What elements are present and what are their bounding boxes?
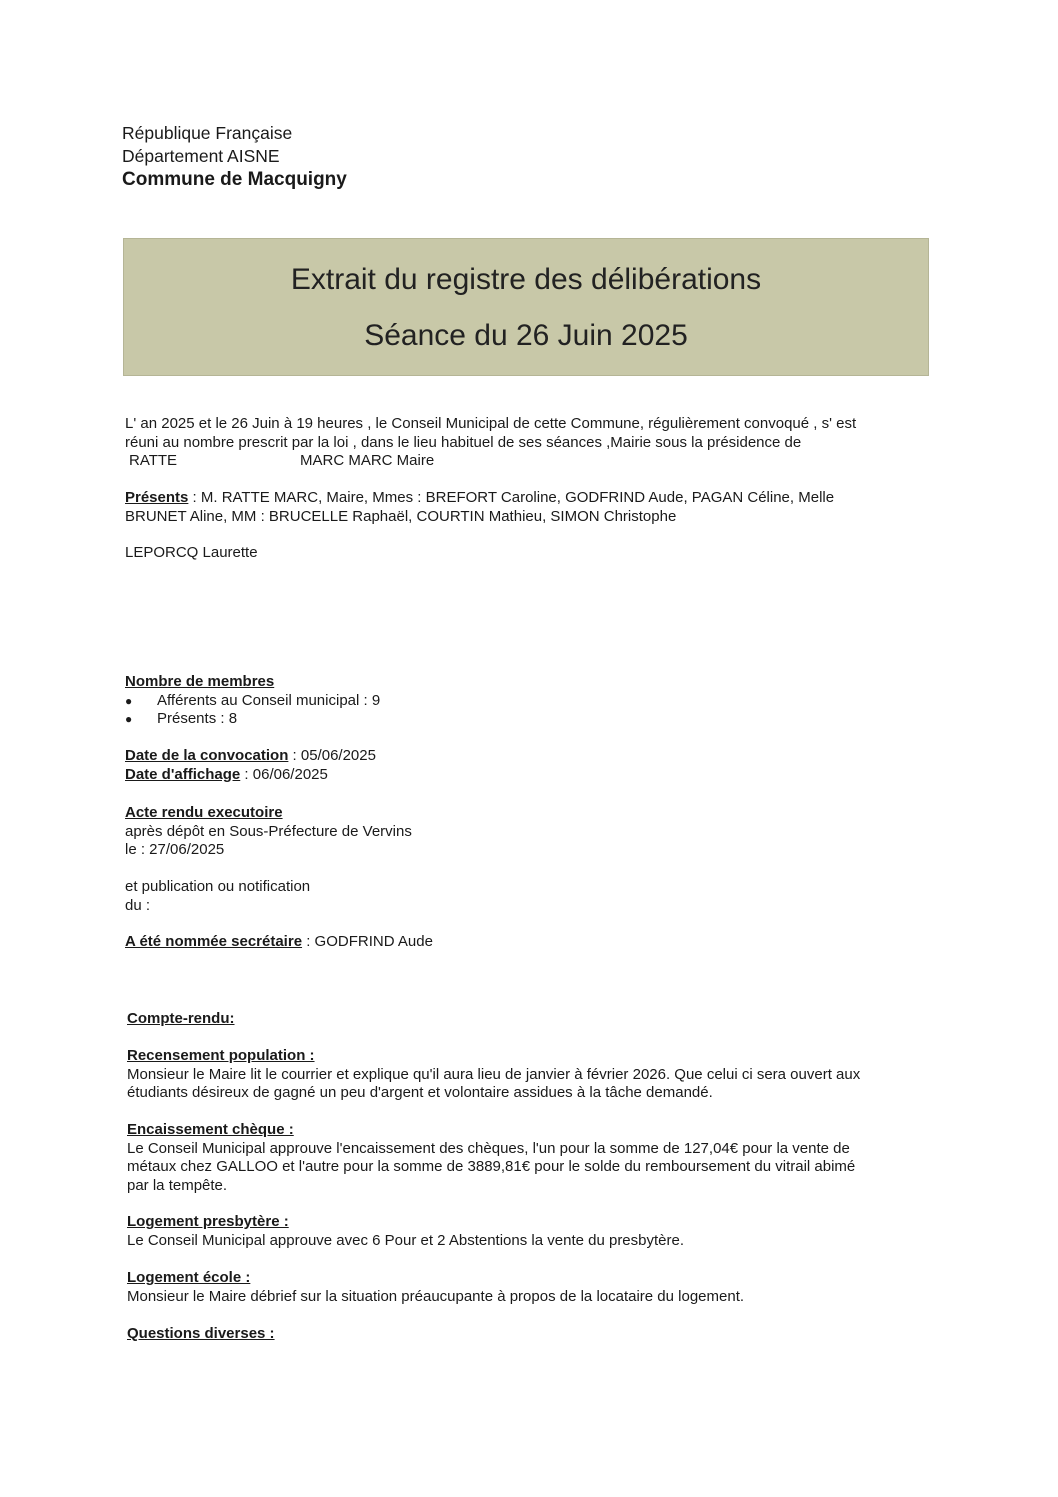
acte-date: le : 27/06/2025 <box>125 841 225 859</box>
section-recensement <box>127 1047 927 1103</box>
president-title: MARC MARC Maire <box>300 452 435 470</box>
presents-line <box>125 489 925 508</box>
section-presbytere <box>127 1213 927 1250</box>
bullet-icon: ● <box>125 693 133 708</box>
secretaire-label: A été nommée secrétaire <box>125 933 303 950</box>
affichage-label: Date d'affichage <box>125 765 241 783</box>
bullet-icon: ● <box>125 712 133 727</box>
presents-line: BRUNET Aline, MM : BRUCELLE Raphaël, COURTIN Mathieu, SIMON Christophe <box>125 507 677 525</box>
members-afferents: Afférents au Conseil municipal : 9 <box>157 691 381 709</box>
page-title: Extrait du registre des délibérations <box>290 263 762 296</box>
section-line: par la tempête. <box>127 1176 228 1194</box>
section-title: Encaissement chèque : <box>127 1121 294 1138</box>
section-title: Logement presbytère : <box>127 1213 289 1230</box>
intro-line: L' an 2025 et le 26 Juin à 19 heures , le Conseil Municipal de cette Commune, régulièrement convoqué , s' est <box>125 415 857 432</box>
acte-depot: après dépôt en Sous-Préfecture de Vervins <box>125 822 412 840</box>
section-line: métaux chez GALLOO et l'autre pour la somme de 3889,81€ pour le solde du remboursement du vitrail abimé <box>127 1158 856 1176</box>
section-encaissement <box>127 1121 927 1195</box>
section-line: Monsieur le Maire lit le courrier et explique qu'il aura lieu de janvier à février 2026. Que celui ci sera ouvert aux <box>127 1065 861 1083</box>
section-line: Monsieur le Maire débrief sur la situation préaucupante à propos de la locataire du logement. <box>127 1287 745 1305</box>
header-republique: République Française <box>122 123 293 143</box>
section-questions <box>127 1325 927 1344</box>
section-line: Le Conseil Municipal approuve l'encaissement des chèques, l'un pour la somme de 127,04€ pour la vente de <box>127 1139 850 1157</box>
publication-block <box>125 878 925 915</box>
section-ecole <box>127 1269 927 1306</box>
secretaire-line <box>125 933 925 952</box>
list-item <box>125 710 925 729</box>
absent-member: LEPORCQ Laurette <box>125 544 258 561</box>
section-line: Le Conseil Municipal approuve avec 6 Pour et 2 Abstentions la vente du presbytère. <box>127 1231 685 1249</box>
affichage-line <box>125 766 925 785</box>
section-line: étudiants désireux de gagné un peu d'argent et volontaire assidues à la tâche demandé. <box>127 1084 713 1102</box>
header-commune: Commune de Macquigny <box>122 169 347 190</box>
dates-block <box>125 747 925 784</box>
section-title: Logement école : <box>127 1269 251 1286</box>
members-block <box>125 673 925 729</box>
intro-paragraph <box>125 415 925 471</box>
convocation-label: Date de la convocation <box>125 747 289 764</box>
convocation-value: : 05/06/2025 <box>288 747 376 764</box>
secretaire-value: : GODFRIND Aude <box>302 933 433 950</box>
section-title: Questions diverses : <box>127 1325 275 1342</box>
convocation-line <box>125 747 925 766</box>
header-departement: Département AISNE <box>122 146 280 166</box>
publication-line: et publication ou notification <box>125 878 311 895</box>
presents-text: : M. RATTE MARC, Maire, Mmes : BREFORT Caroline, GODFRIND Aude, PAGAN Céline, Melle <box>188 489 835 506</box>
acte-label: Acte rendu executoire <box>125 804 283 821</box>
presents-label: Présents <box>125 489 189 506</box>
members-presents: Présents : 8 <box>157 710 238 728</box>
publication-date: du : <box>125 896 151 914</box>
acte-block <box>125 804 925 860</box>
affichage-value: : 06/06/2025 <box>240 765 328 783</box>
intro-line <box>125 452 925 471</box>
presents-paragraph <box>125 489 925 526</box>
president-name: RATTE <box>129 452 178 470</box>
title-banner <box>123 238 929 376</box>
intro-line: réuni au nombre prescrit par la loi , dans le lieu habituel de ses séances ,Mairie sous la présidence de <box>125 433 802 451</box>
section-title: Recensement population : <box>127 1047 315 1064</box>
header-block <box>122 122 347 191</box>
members-label: Nombre de membres <box>125 673 275 690</box>
compte-rendu-label: Compte-rendu: <box>127 1010 235 1027</box>
session-date: Séance du 26 Juin 2025 <box>364 319 688 352</box>
list-item <box>125 692 925 711</box>
